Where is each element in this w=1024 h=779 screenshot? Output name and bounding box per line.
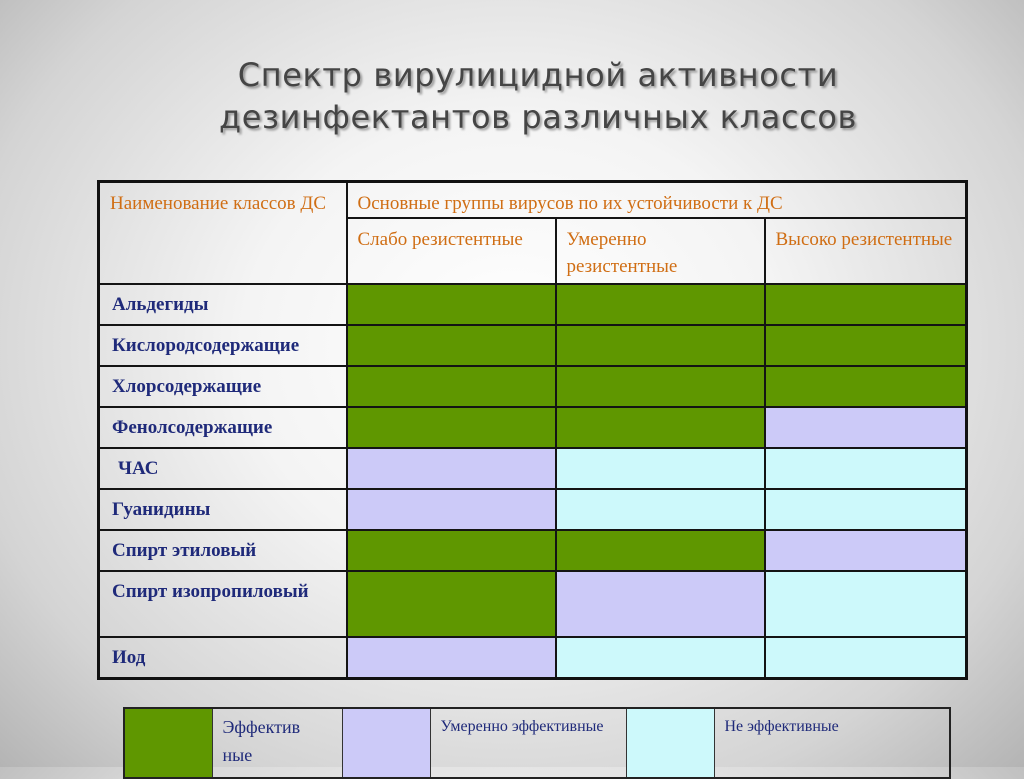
legend-label-effective: Эффектив ные	[212, 708, 342, 778]
activity-cell	[347, 571, 556, 637]
title-line-1: Спектр вирулицидной активности	[237, 56, 839, 94]
activity-cell	[347, 284, 556, 325]
table-row	[99, 571, 967, 637]
header-class-name: Наименование классов ДС	[99, 182, 347, 285]
activity-cell	[765, 284, 967, 325]
legend	[123, 707, 951, 779]
table-row	[99, 366, 967, 407]
legend-label-moderate: Умеренно эффективные	[430, 708, 626, 778]
table-row	[99, 325, 967, 366]
activity-cell	[347, 530, 556, 571]
activity-cell	[347, 489, 556, 530]
activity-cell	[765, 407, 967, 448]
row-label: Гуанидины	[99, 489, 347, 530]
activity-cell	[765, 637, 967, 678]
activity-cell	[347, 407, 556, 448]
activity-cell	[765, 366, 967, 407]
activity-cell	[347, 448, 556, 489]
column-header: Слабо резистентные	[347, 218, 556, 284]
row-label: Кислородсодержащие	[99, 325, 347, 366]
row-label: Фенолсодержащие	[99, 407, 347, 448]
table-row	[99, 489, 967, 530]
activity-cell	[765, 325, 967, 366]
header-virus-groups: Основные группы вирусов по их устойчивости к ДС	[347, 182, 967, 219]
activity-cell	[556, 571, 765, 637]
legend-swatch-ineffective	[626, 708, 714, 778]
row-label: Спирт изопропиловый	[99, 571, 347, 637]
activity-cell	[347, 637, 556, 678]
activity-cell	[765, 448, 967, 489]
activity-cell	[556, 448, 765, 489]
row-label: Хлорсодержащие	[99, 366, 347, 407]
activity-cell	[556, 637, 765, 678]
activity-cell	[347, 366, 556, 407]
activity-cell	[556, 366, 765, 407]
row-label: ЧАС	[99, 448, 347, 489]
table-row	[99, 530, 967, 571]
table-row	[99, 448, 967, 489]
column-header: Умеренно резистентные	[556, 218, 765, 284]
title-line-2: дезинфектантов различных классов	[219, 98, 857, 136]
activity-cell	[556, 489, 765, 530]
table-row	[99, 407, 967, 448]
activity-cell	[556, 284, 765, 325]
table-row	[99, 284, 967, 325]
legend-swatch-effective	[124, 708, 212, 778]
table-row	[99, 637, 967, 678]
activity-cell	[556, 530, 765, 571]
row-label: Альдегиды	[99, 284, 347, 325]
legend-swatch-moderate	[342, 708, 430, 778]
virucidal-activity-table	[97, 180, 968, 680]
slide-title	[0, 54, 1024, 138]
activity-cell	[765, 530, 967, 571]
row-label: Иод	[99, 637, 347, 678]
column-header: Высоко резистентные	[765, 218, 967, 284]
activity-cell	[556, 325, 765, 366]
activity-cell	[347, 325, 556, 366]
legend-label-ineffective: Не эффективные	[714, 708, 950, 778]
activity-cell	[556, 407, 765, 448]
activity-cell	[765, 489, 967, 530]
activity-cell	[765, 571, 967, 637]
row-label: Спирт этиловый	[99, 530, 347, 571]
